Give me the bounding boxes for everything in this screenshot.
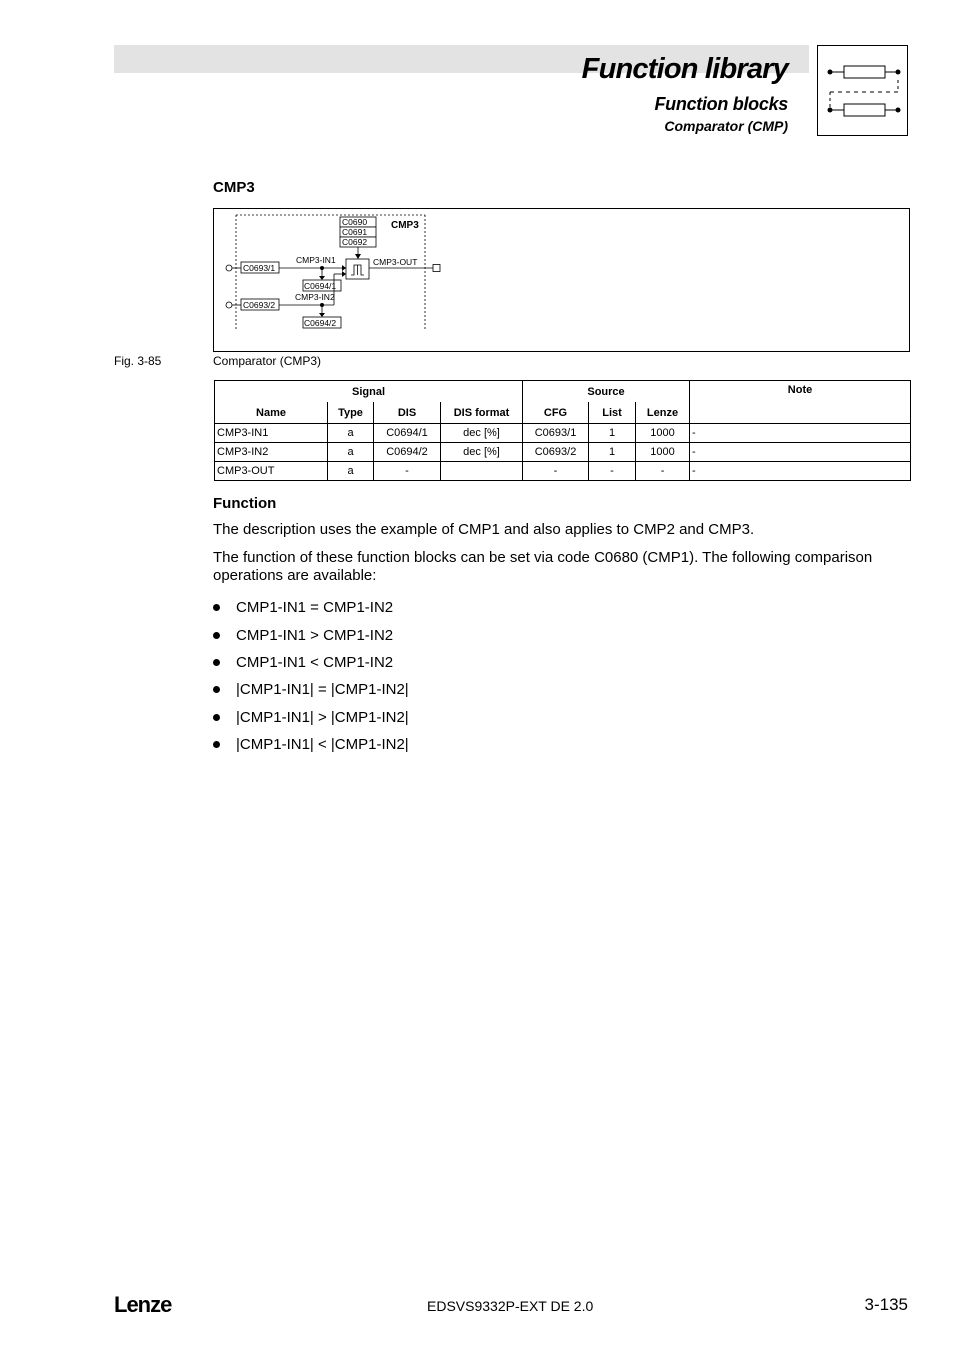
page-subsubtitle: Comparator (CMP) [664, 118, 788, 134]
output-label: CMP3-OUT [373, 257, 418, 267]
page-number: 3-135 [864, 1295, 908, 1314]
cell-cfg: - [523, 462, 589, 481]
table-row [215, 424, 911, 443]
function-paragraph-2: The function of these function blocks can be set via code C0680 (CMP1). The following comparison operations are available: [213, 549, 873, 584]
cell-name: CMP3-OUT [215, 462, 328, 481]
cell-dis: C0694/1 [374, 424, 441, 443]
function-block-icon [817, 45, 908, 136]
group-signal: Signal [215, 381, 523, 403]
bullet-icon [213, 686, 220, 693]
bullet-icon [213, 741, 220, 748]
input1-label: CMP3-IN1 [296, 255, 336, 265]
list-item: CMP1-IN1 > CMP1-IN2 [213, 621, 409, 648]
list-item: |CMP1-IN1| < |CMP1-IN2| [213, 731, 409, 758]
input2-code: C0693/2 [243, 300, 276, 310]
cell-cfg: C0693/1 [523, 424, 589, 443]
cell-lenze: - [636, 462, 690, 481]
cell-name: CMP3-IN2 [215, 443, 328, 462]
col-type: Type [328, 402, 374, 424]
col-dis-format: DIS format [441, 402, 523, 424]
page-title: Function library [581, 53, 788, 85]
group-note: Note [690, 381, 911, 424]
cell-note: - [690, 443, 911, 462]
code-top-2: C0691 [342, 227, 368, 237]
cell-list: - [589, 462, 636, 481]
section-title: CMP3 [213, 179, 255, 196]
cell-dis-format: dec [%] [441, 424, 523, 443]
cell-dis-format: dec [%] [441, 443, 523, 462]
cell-type: a [328, 462, 374, 481]
col-list: List [589, 402, 636, 424]
code-top-1: C0690 [342, 217, 368, 227]
cell-type: a [328, 443, 374, 462]
cell-type: a [328, 424, 374, 443]
list-item: |CMP1-IN1| = |CMP1-IN2| [213, 676, 409, 703]
page-subtitle: Function blocks [654, 94, 788, 114]
lenze-logo: Lenze [114, 1292, 172, 1317]
function-heading: Function [213, 495, 277, 512]
cell-note: - [690, 424, 911, 443]
input1-code: C0693/1 [243, 263, 276, 273]
cell-note: - [690, 462, 911, 481]
cell-lenze: 1000 [636, 424, 690, 443]
document-id: EDSVS9332P-EXT DE 2.0 [427, 1298, 594, 1314]
col-dis: DIS [374, 402, 441, 424]
figure-caption: Comparator (CMP3) [213, 354, 322, 368]
table-row [215, 443, 911, 462]
cmp3-diagram [213, 208, 910, 352]
bullet-icon [213, 604, 220, 611]
bullet-icon [213, 714, 220, 721]
signal-table [214, 380, 911, 481]
operations-list [213, 594, 409, 758]
figure-number: Fig. 3-85 [114, 354, 162, 368]
col-name: Name [215, 402, 328, 424]
input2-label: CMP3-IN2 [295, 292, 335, 302]
list-item: CMP1-IN1 < CMP1-IN2 [213, 649, 409, 676]
cell-dis: - [374, 462, 441, 481]
cell-dis: C0694/2 [374, 443, 441, 462]
cell-list: 1 [589, 443, 636, 462]
dis2-code: C0694/2 [304, 318, 337, 328]
bullet-icon [213, 659, 220, 666]
function-paragraph-1: The description uses the example of CMP1 and also applies to CMP2 and CMP3. [213, 521, 755, 538]
bullet-icon [213, 632, 220, 639]
list-item: CMP1-IN1 = CMP1-IN2 [213, 594, 409, 621]
group-source: Source [523, 381, 690, 403]
list-item: |CMP1-IN1| > |CMP1-IN2| [213, 704, 409, 731]
col-cfg: CFG [523, 402, 589, 424]
cell-dis-format [441, 462, 523, 481]
cell-cfg: C0693/2 [523, 443, 589, 462]
code-top-3: C0692 [342, 237, 368, 247]
col-lenze: Lenze [636, 402, 690, 424]
block-name: CMP3 [391, 220, 419, 231]
dis1-code: C0694/1 [304, 281, 337, 291]
cell-lenze: 1000 [636, 443, 690, 462]
cell-list: 1 [589, 424, 636, 443]
table-row [215, 462, 911, 481]
cell-name: CMP3-IN1 [215, 424, 328, 443]
